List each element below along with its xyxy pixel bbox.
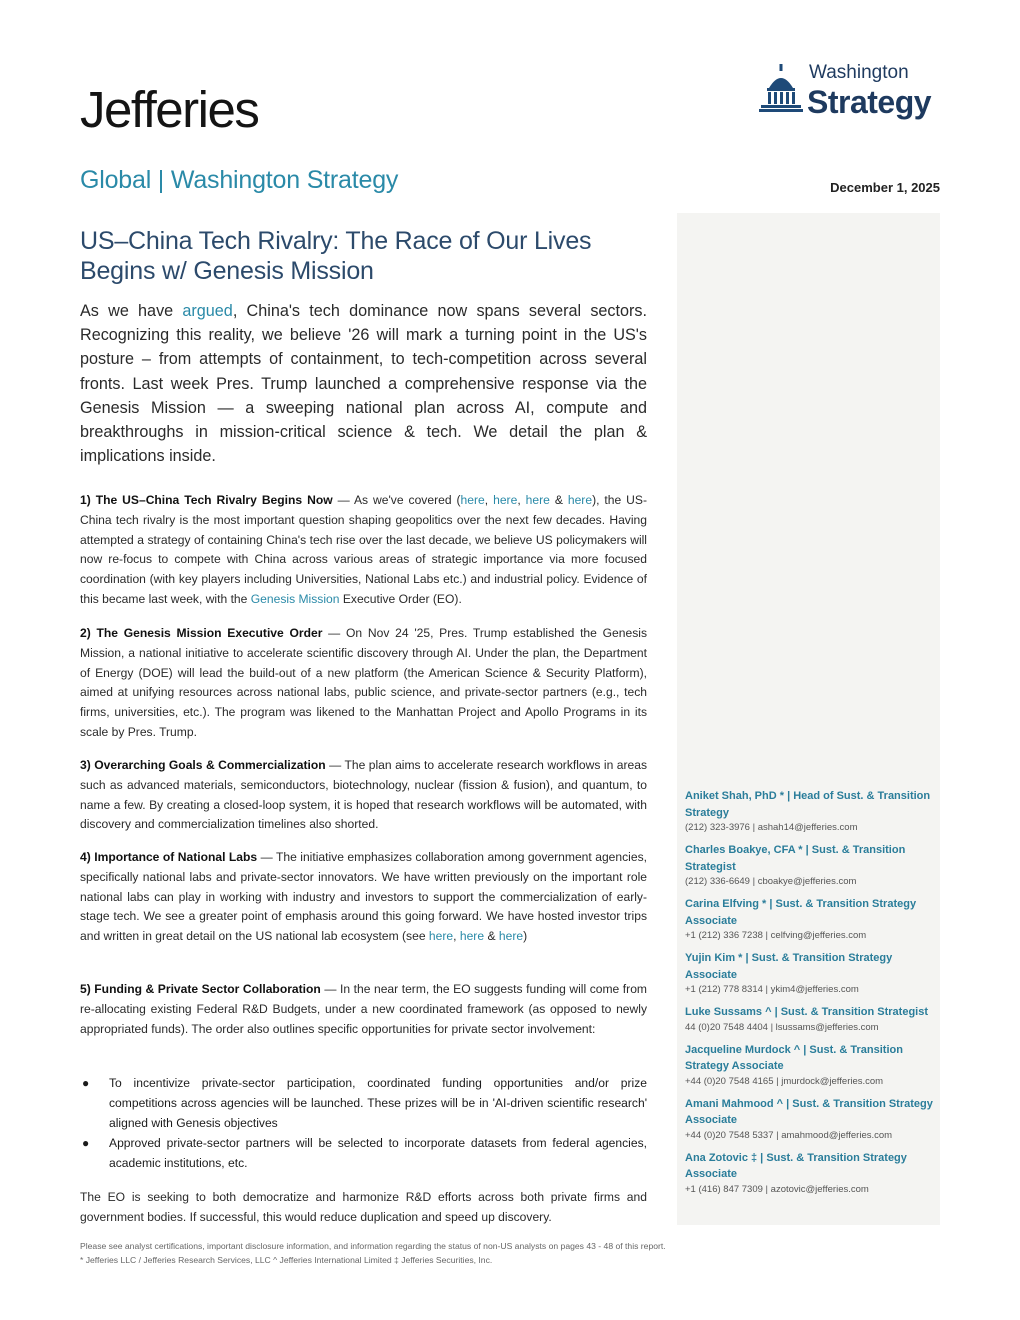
lead-text-2: , China's tech dominance now spans several sectors. Recognizing this reality, we believe '26 will mark a turning point in the US's posture – from attempts of containment, to tech-competition across several fronts. Last week Pres. Trump launched a comprehensive response via the Genesis Mission — a sweeping national plan across AI, compute and breakthroughs in mission-critical science & tech. We detail the plan & implications inside. — [80, 302, 647, 466]
analyst-list — [685, 788, 935, 1204]
disclosure-footnote: Please see analyst certifications, important disclosure information, and information regarding the status of non-US analysts on pages 43 - 48 of this report. — [80, 1241, 666, 1251]
separator: & — [549, 493, 568, 507]
analyst-card — [685, 1004, 935, 1035]
section-3-text: — The plan aims to accelerate research workflows in areas such as advanced materials, semiconductors, biotechnology, nuclear (fission & fusion), and quantum, to name a few. By creating a closed-loop system, it is hoped that research workflows will be automated, with discovery and commercialization timelines also shorted. — [80, 758, 648, 832]
lead-text-1: As we have — [80, 302, 183, 320]
analyst-card — [685, 1096, 935, 1143]
separator: & — [484, 929, 499, 944]
section-3-heading: 3) Overarching Goals & Commercialization — [80, 758, 326, 772]
here-link-7[interactable]: here — [498, 929, 524, 944]
report-date: December 1, 2025 — [830, 180, 940, 195]
section-1-paragraph — [80, 491, 647, 610]
analyst-contact: 44 (0)20 7548 4404 | lsussams@jefferies.com — [685, 1021, 879, 1033]
here-link-5[interactable]: here — [428, 929, 454, 944]
argued-link[interactable]: argued — [182, 302, 233, 320]
separator: ) — [523, 929, 528, 944]
capitol-dome-icon — [759, 64, 803, 118]
here-link-2[interactable]: here — [493, 493, 518, 507]
analyst-contact: +1 (212) 778 8314 | ykim4@jefferies.com — [685, 984, 859, 995]
here-link-1[interactable]: here — [460, 493, 485, 507]
section-3-paragraph — [80, 756, 647, 835]
analyst-card — [685, 842, 935, 889]
analyst-name[interactable]: Luke Sussams ^ | Sust. & Transition Strategist — [685, 1006, 929, 1018]
report-title: US–China Tech Rivalry: The Race of Our Lives Begins w/ Genesis Mission — [80, 227, 592, 285]
section-2-heading: 2) The Genesis Mission Executive Order — [80, 626, 323, 640]
analyst-contact: (212) 323-3976 | ashah14@jefferies.com — [685, 822, 858, 833]
analyst-name[interactable]: Carina Elfving * | Sust. & Transition Strategy Associate — [685, 898, 917, 927]
analyst-card — [685, 950, 935, 997]
jefferies-logo: Jefferies — [80, 81, 259, 138]
list-item — [80, 1074, 647, 1133]
separator: , — [453, 929, 460, 944]
washington-strategy-badge — [755, 60, 945, 126]
analyst-card — [685, 1150, 935, 1197]
list-item — [80, 1134, 647, 1174]
section-4-heading: 4) Importance of National Labs — [80, 850, 258, 864]
badge-bottom-text: Strategy — [807, 84, 932, 120]
analyst-name[interactable]: Charles Boakye, CFA * | Sust. & Transition Strategist — [685, 844, 906, 873]
analyst-name[interactable]: Ana Zotovic ‡ | Sust. & Transition Strategy Associate — [685, 1151, 907, 1180]
bullet-text: To incentivize private-sector participation, coordinated funding opportunities and/or prize competitions across agencies will be launched. These prizes will be in 'AI-driven scientific research' aligned with Genesis objectives — [109, 1076, 647, 1130]
genesis-mission-link[interactable]: Genesis Mission — [250, 591, 340, 606]
analyst-contact: +44 (0)20 7548 5337 | amahmood@jefferies.com — [685, 1129, 893, 1141]
badge-top-text: Washington — [809, 62, 909, 83]
section-5-heading: 5) Funding & Private Sector Collaboration — [80, 982, 321, 996]
entity-footnote: * Jefferies LLC / Jefferies Research Services, LLC ^ Jefferies International Limited ‡ Jefferies Securities, Inc. — [80, 1255, 493, 1265]
here-link-4[interactable]: here — [567, 493, 593, 507]
analyst-card — [685, 1042, 935, 1089]
bullet-icon: ● — [82, 1076, 90, 1090]
analyst-contact: +1 (416) 847 7309 | azotovic@jefferies.com — [685, 1183, 869, 1195]
section-2-text: — On Nov 24 '25, Pres. Trump established the Genesis Mission, a national initiative to accelerate scientific discovery through AI. Under the plan, the Department of Energy (DOE) will lead the build-out of a new platform (the American Science & Security Platform), aimed at unifying resources across national labs, public science, and private-sector partners (e.g., tech firms, universities, etc.). The program was likened to the Manhattan Project and Apollo Programs in its scale by Pres. Trump. — [80, 626, 647, 739]
analyst-name[interactable]: Jacqueline Murdock ^ | Sust. & Transition Strategy Associate — [685, 1043, 903, 1072]
analyst-contact: (212) 336-6649 | cboakye@jefferies.com — [685, 876, 857, 887]
bullet-list — [80, 1074, 647, 1175]
separator: , — [484, 493, 494, 507]
section-5-text: — In the near term, the EO suggests funding will come from re-allocating existing Federal R&D Budgets, under a new coordinated framework (as opposed to newly appropriated funds). The order also outlines specific opportunities for private sector involvement: — [80, 982, 647, 1036]
analyst-name[interactable]: Aniket Shah, PhD * | Head of Sust. & Transition Strategy — [685, 790, 931, 819]
section-label: Global | Washington Strategy — [80, 166, 399, 194]
section-1-heading: 1) The US–China Tech Rivalry Begins Now — [80, 493, 333, 507]
bullet-icon: ● — [82, 1136, 90, 1151]
analyst-card — [685, 788, 935, 835]
analyst-name[interactable]: Amani Mahmood ^ | Sust. & Transition Strategy Associate — [685, 1097, 933, 1126]
analyst-name[interactable]: Yujin Kim * | Sust. & Transition Strategy Associate — [685, 952, 893, 981]
section-1-text: — As we've covered ( — [332, 493, 461, 507]
section-5-paragraph — [80, 980, 647, 1039]
analyst-card — [685, 896, 935, 943]
separator: , — [517, 493, 526, 507]
section-2-paragraph — [80, 624, 647, 743]
analyst-contact: +44 (0)20 7548 4165 | jmurdock@jefferies.com — [685, 1075, 884, 1087]
section-1-text: Executive Order (EO). — [339, 591, 462, 606]
section-4-paragraph — [80, 848, 647, 947]
bullet-text: Approved private-sector partners will be selected to incorporate datasets from federal agencies, academic institutions, etc. — [109, 1136, 647, 1171]
here-link-6[interactable]: here — [459, 929, 485, 944]
here-link-3[interactable]: here — [525, 493, 550, 507]
analyst-contact: +1 (212) 336 7238 | celfving@jefferies.com — [685, 930, 867, 941]
closing-paragraph: The EO is seeking to both democratize and harmonize R&D efforts across both private firms and government bodies. If successful, this would reduce duplication and speed up discovery. — [80, 1190, 647, 1224]
section-4-text: — The initiative emphasizes collaboration among government agencies, specifically national labs and private-sector innovators. We have written previously on the important role national labs can play in working with industry and investors to support the commercialization of early-stage tech. We see a greater point of emphasis around this going forward. We have hosted investor trips and written in great detail on the US national lab ecosystem (see — [80, 850, 647, 944]
section-1-text: ), the US-China tech rivalry is the most important question shaping geopolitics over the next few decades. Having attempted a strategy of containing China's tech rise over the last decade, we believe US policymakers will now re-focus to compete with China across various areas of strategic importance via more focused coordination (with key players including Universities, National Labs etc.) and industrial policy. Evidence of this became last week, with the — [80, 493, 647, 606]
lead-paragraph — [80, 299, 647, 468]
